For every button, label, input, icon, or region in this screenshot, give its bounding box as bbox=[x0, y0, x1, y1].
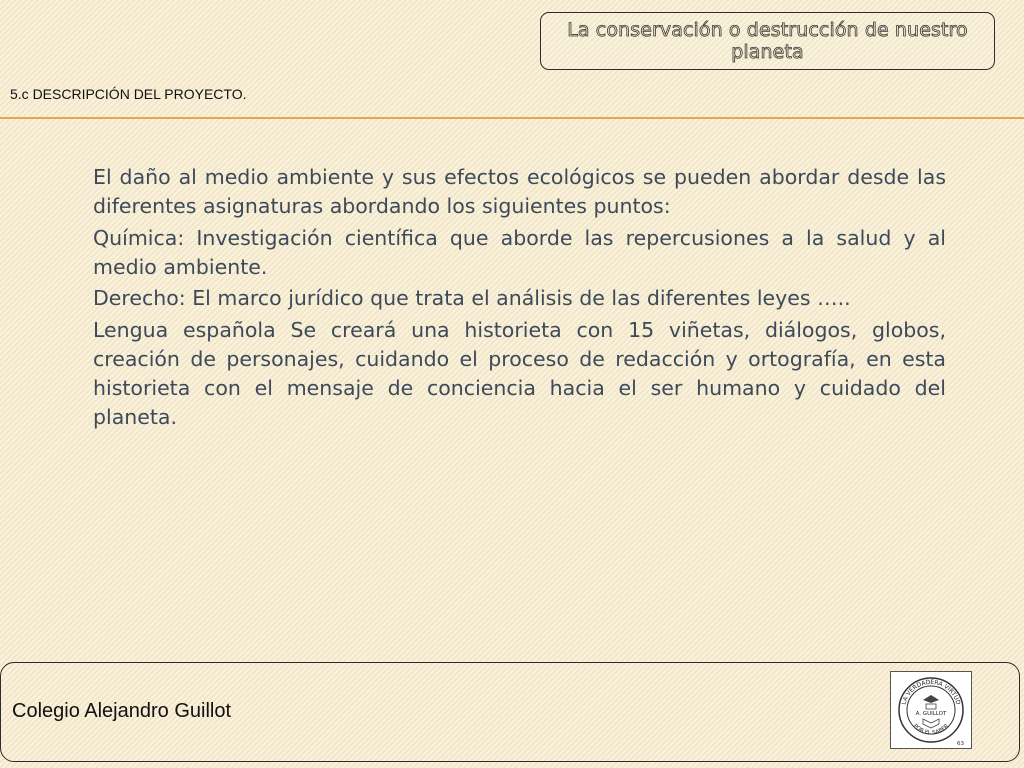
school-name: Colegio Alejandro Guillot bbox=[12, 700, 232, 722]
paragraph-lengua: Lengua española Se creará una historieta con 15 viñetas, diálogos, globos, creación de personajes, cuidando el proceso de redacción y ortografía, en esta historieta con el mensaje de conciencia hacia el ser humano y cuidado del planeta. bbox=[93, 317, 946, 429]
svg-text:POR EL SABER: POR EL SABER bbox=[911, 723, 951, 737]
school-seal-icon bbox=[893, 674, 969, 746]
paragraph-derecho: Derecho: El marco jurídico que trata el análisis de las diferentes leyes ….. bbox=[93, 286, 851, 310]
paragraph-intro: El daño al medio ambiente y sus efectos ecológicos se pueden abordar desde las diferentes asignaturas abordando los siguientes puntos: bbox=[93, 165, 946, 218]
svg-text:LA VERDADERA VIRTUD: LA VERDADERA VIRTUD bbox=[900, 678, 962, 706]
paragraph-quimica: Química: Investigación científica que aborde las repercusiones a la salud y al medio ambiente. bbox=[93, 225, 946, 279]
section-subtitle: 5.c DESCRIPCIÓN DEL PROYECTO. bbox=[10, 86, 247, 102]
slide-title: La conservación o destrucción de nuestro planeta bbox=[567, 19, 968, 63]
header-divider bbox=[0, 117, 1024, 119]
svg-text:63: 63 bbox=[957, 741, 964, 746]
title-box bbox=[540, 12, 995, 70]
school-seal bbox=[890, 671, 972, 749]
slide-content bbox=[93, 163, 946, 434]
svg-text:A. GUILLOT: A. GUILLOT bbox=[915, 711, 947, 717]
